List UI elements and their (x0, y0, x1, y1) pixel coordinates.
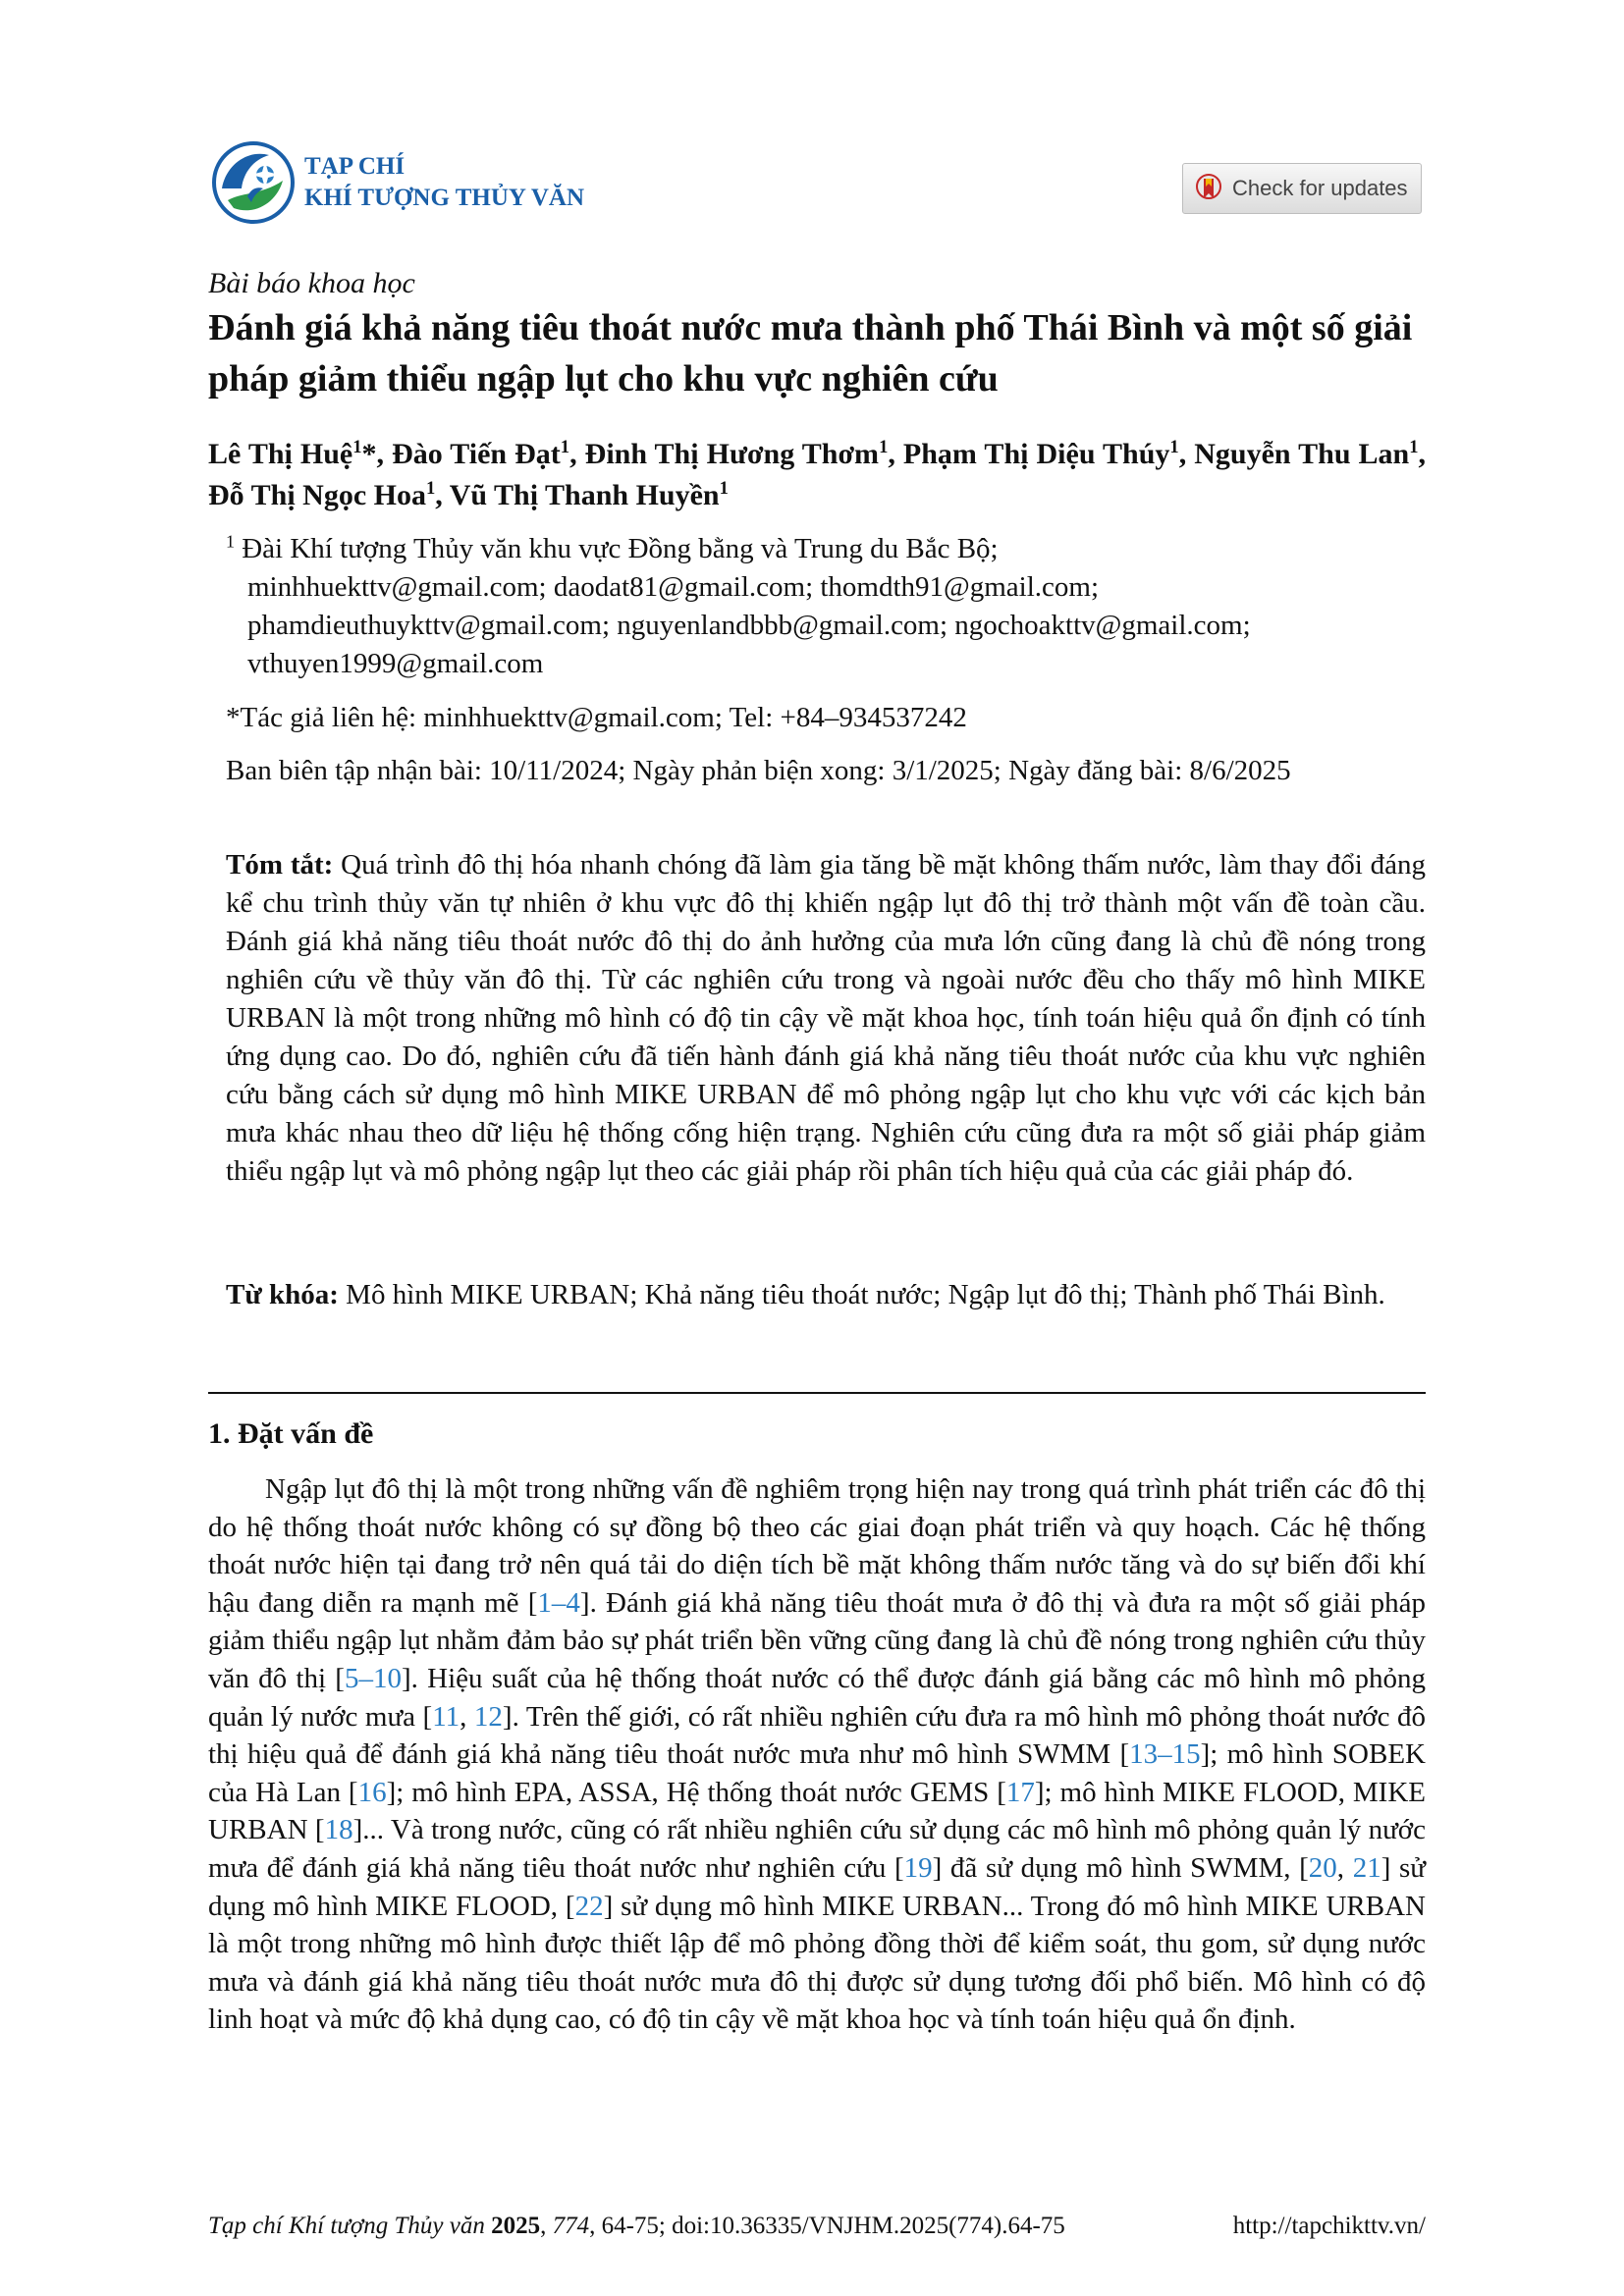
author-name: Vũ Thị Thanh Huyền (449, 479, 720, 511)
paper-title: Đánh giá khả năng tiêu thoát nước mưa thành phố Thái Bình và một số giải pháp giảm thiểu ngập lụt cho khu vực nghiên cứu (208, 307, 1413, 400)
check-for-updates-button[interactable] (1182, 163, 1422, 214)
citation-link[interactable]: 1–4 (537, 1586, 580, 1619)
footer-issue: 774 (552, 2213, 590, 2239)
citation-link[interactable]: 12 (473, 1700, 503, 1733)
author-name: Đinh Thị Hương Thơm (584, 438, 880, 470)
citation-link[interactable]: 5–10 (344, 1662, 402, 1694)
page-footer (208, 2213, 1426, 2240)
paragraph-text: ]. Hiệu suất của hệ thống thoát nước có thể được đánh giá bằng các mô hình mô phỏng quản lý nước mưa [ (208, 1662, 1426, 1733)
author-name: Đỗ Thị Ngọc Hoa (208, 479, 426, 511)
article-type: Bài báo khoa học (208, 267, 415, 299)
author-name: Đào Tiến Đạt (392, 438, 561, 470)
corresponding-mark: * (361, 438, 377, 470)
paragraph-text: ]; mô hình MIKE FLOOD, MIKE URBAN [ (208, 1776, 1426, 1846)
paragraph-text: ]; mô hình SOBEK của Hà Lan [ (208, 1738, 1426, 1808)
citation-link[interactable]: 19 (903, 1851, 933, 1884)
paragraph-text: ]... Và trong nước, cũng có rất nhiều nghiên cứu sử dụng các mô hình mô phỏng quản lý nước mưa để đánh giá khả năng tiêu thoát nước như nghiên cứu [ (208, 1814, 1426, 1884)
bookmark-icon (1195, 173, 1222, 204)
footer-pages-doi: , 64-75; doi:10.36335/VNJHM.2025(774).64-75 (589, 2213, 1065, 2239)
citation-link[interactable]: 20 (1308, 1851, 1337, 1884)
citation-link[interactable]: 18 (324, 1814, 353, 1846)
citation-link[interactable]: 16 (357, 1776, 387, 1808)
affiliation-block (226, 530, 1426, 683)
paragraph-text: , (460, 1700, 474, 1733)
check-for-updates-label: Check for updates (1232, 176, 1408, 200)
journal-header (208, 137, 1426, 236)
author-name: Nguyễn Thu Lan (1194, 438, 1410, 470)
citation-link[interactable]: 21 (1352, 1851, 1381, 1884)
author-list: Lê Thị Huệ$^1$*, Đào Tiến Đạt$^1$, Đinh Thị Hương Thơm$^1$, Phạm Thị Diệu Thúy$^1$, Nguyễn Thu Lan$^1$, Đỗ Thị Ngọc Hoa$^1$, Vũ Thị Thanh Huyền$^1$ (208, 437, 1427, 511)
abstract-text: Quá trình đô thị hóa nhanh chóng đã làm gia tăng bề mặt không thấm nước, làm thay đổi đáng kể chu trình thủy văn tự nhiên ở khu vực đô thị khiến ngập lụt đô thị trở thành một vấn đề toàn cầu. Đánh giá khả năng tiêu thoát nước đô thị do ảnh hưởng của mưa lớn cũng đang là chủ đề nóng trong nghiên cứu về thủy văn đô thị. Từ các nghiên cứu trong và ngoài nước đều cho thấy mô hình MIKE URBAN là một trong những mô hình có độ tin cậy về mặt khoa học, tính toán hiệu quả ổn định có tính ứng dụng cao. Do đó, nghiên cứu đã tiến hành đánh giá khả năng tiêu thoát nước của khu vực nghiên cứu bằng cách sử dụng mô hình MIKE URBAN để mô phỏng ngập lụt cho khu vực với các kịch bản mưa khác nhau theo dữ liệu hệ thống cống hiện trạng. Nghiên cứu cũng đưa ra một số giải pháp giảm thiểu ngập lụt và mô phỏng ngập lụt theo các giải pháp rồi phân tích hiệu quả của các giải pháp đó. (226, 849, 1426, 1187)
abstract-label: Tóm tắt: (226, 849, 334, 881)
author-affil-sup: 1 (1409, 437, 1419, 457)
abstract (226, 846, 1426, 1191)
author-name: Lê Thị Huệ (208, 438, 353, 470)
paragraph-text: ]; mô hình EPA, ASSA, Hệ thống thoát nước GEMS [ (386, 1776, 1006, 1808)
paragraph-text: , (1336, 1851, 1353, 1884)
keywords-text: Mô hình MIKE URBAN; Khả năng tiêu thoát nước; Ngập lụt đô thị; Thành phố Thái Bình. (346, 1279, 1385, 1310)
article-dates: Ban biên tập nhận bài: 10/11/2024; Ngày phản biện xong: 3/1/2025; Ngày đăng bài: 8/6/2025 (226, 755, 1291, 786)
corresponding-author: *Tác giả liên hệ: minhhuekttv@gmail.com; Tel: +84–934537242 (226, 702, 967, 733)
paragraph-text: Ngập lụt đô thị là một trong những vấn đề nghiêm trọng hiện nay trong quá trình phát triển các đô thị do hệ thống thoát nước không có sự đồng bộ theo các giai đoạn phát triển và quy hoạch. Các hệ thống thoát nước hiện tại đang trở nên quá tải do diện tích bề mặt không thấm nước tăng và do sự biến đổi khí hậu đang diễn ra mạnh mẽ [ (208, 1473, 1426, 1619)
author-affil-sup: 1 (425, 478, 436, 499)
affiliation-name: Đài Khí tượng Thủy văn khu vực Đồng bằng và Trung du Bắc Bộ; (242, 533, 999, 564)
author-emails-line: phamdieuthuykttv@gmail.com; nguyenlandbbb@gmail.com; ngochoakttv@gmail.com; (247, 610, 1251, 641)
author-emails-line: minhhuekttv@gmail.com; daodat81@gmail.com; thomdth91@gmail.com; (247, 571, 1100, 603)
journal-logo-text (304, 151, 584, 214)
footer-citation: Tạp chí Khí tượng Thủy văn 2025, 774, 64-75; doi:10.36335/VNJHM.2025(774).64-75 (208, 2213, 1065, 2239)
paragraph-text: ]. Đánh giá khả năng tiêu thoát mưa ở đô thị và đưa ra một số giải pháp giảm thiểu ngập lụt nhằm đảm bảo sự phát triển bền vững cũng đang là chủ đề nóng trong nghiên cứu thủy văn đô thị [ (208, 1586, 1426, 1694)
author-name: Phạm Thị Diệu Thúy (902, 438, 1170, 470)
section-divider (208, 1392, 1426, 1394)
journal-logo (208, 137, 584, 228)
author-emails-line: vthuyen1999@gmail.com (247, 648, 544, 679)
author-affil-sup: 1 (1169, 437, 1179, 457)
footer-year: 2025 (491, 2213, 541, 2239)
author-affil-sup: 1 (560, 437, 570, 457)
keywords-label: Từ khóa: (226, 1279, 339, 1310)
paragraph-text: ] đã sử dụng mô hình SWMM, [ (932, 1851, 1309, 1884)
author-affil-sup: 1 (352, 437, 362, 457)
section-paragraph (208, 1470, 1426, 2039)
footer-journal: Tạp chí Khí tượng Thủy văn (208, 2213, 485, 2239)
affiliation-sup: 1 (226, 531, 235, 552)
footer-url[interactable]: http://tapchikttv.vn/ (1232, 2213, 1426, 2239)
paragraph-text: ] sử dụng mô hình MIKE FLOOD, [ (208, 1851, 1426, 1922)
logo-line-1: TẠP CHÍ (304, 153, 406, 180)
keywords (226, 1276, 1426, 1314)
citation-link[interactable]: 22 (574, 1890, 604, 1922)
paragraph-text: ] sử dụng mô hình MIKE URBAN... Trong đó mô hình MIKE URBAN là một trong những mô hình được thiết lập để mô phỏng đồng thời để kiểm soát, thu gom, sử dụng nước mưa và đánh giá khả năng tiêu thoát nước mưa đô thị được sử dụng tương đối phổ biến. Mô hình có độ linh hoạt và mức độ khả dụng cao, có độ tin cậy về mặt khoa học và tính toán hiệu quả ổn định. (208, 1890, 1426, 2036)
citation-link[interactable]: 13–15 (1129, 1738, 1201, 1771)
author-affil-sup: 1 (719, 478, 729, 499)
paragraph-text: ]. Trên thế giới, có rất nhiều nghiên cứu đưa ra mô hình mô phỏng thoát nước đô thị hiệu quả để đánh giá khả năng tiêu thoát nước mưa như mô hình SWMM [ (208, 1700, 1426, 1771)
citation-link[interactable]: 17 (1005, 1776, 1035, 1808)
logo-line-2: KHÍ TƯỢNG THỦY VĂN (304, 185, 584, 211)
section-heading: 1. Đặt vấn đề (208, 1417, 374, 1450)
journal-logo-icon (208, 137, 298, 228)
citation-link[interactable]: 11 (432, 1700, 460, 1733)
author-affil-sup: 1 (879, 437, 889, 457)
